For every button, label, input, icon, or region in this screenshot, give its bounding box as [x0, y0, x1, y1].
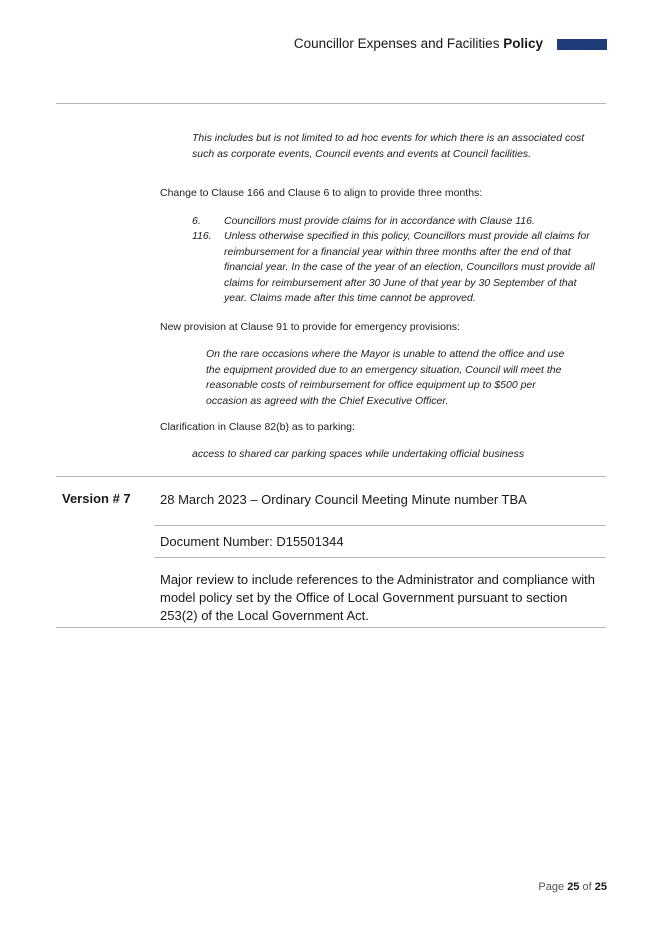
- version-divider: [154, 525, 606, 526]
- page-number: [538, 881, 607, 893]
- clarification-text: Clarification in Clause 82(b) as to parking:: [160, 421, 355, 433]
- meeting-text: 28 March 2023 – Ordinary Council Meeting Minute number TBA: [160, 492, 527, 507]
- version-divider: [154, 557, 606, 558]
- header-accent-bar: [557, 39, 607, 50]
- change-clause-text: Change to Clause 166 and Clause 6 to align to provide three months:: [160, 187, 483, 199]
- emergency-provision-text: On the rare occasions where the Mayor is unable to attend the office and use the equipment provided due to an emergency situation, Council will meet the reasonable costs of reimbursement for office equipment up to $500 per occasion as agreed with the Chief Executive Officer.: [206, 348, 565, 407]
- list-item: [192, 214, 602, 230]
- version-label: Version # 7: [62, 491, 131, 506]
- header-title-bold: Policy: [503, 36, 543, 51]
- page-total: 25: [594, 881, 607, 893]
- document-number: Document Number: D15501344: [160, 534, 344, 549]
- list-text: Unless otherwise specified in this policy, Councillors must provide all claims for reimbursement for a financial year within three months after the end of that financial year. In the case of the year of an election, Councillors must provide all claims for reimbursement after 30 June of that year by 30 September of that year. Claims made after this time cannot be approved.: [224, 230, 595, 304]
- page-current: 25: [567, 881, 580, 893]
- version-bottom-divider: [56, 627, 606, 628]
- header-divider: [56, 103, 606, 104]
- events-paragraph: This includes but is not limited to ad hoc events for which there is an associated cost such as corporate events, Council events and events at Council facilities.: [192, 132, 585, 160]
- version-description: Major review to include references to the Administrator and compliance with model policy set by the Office of Local Government pursuant to section 253(2) of the Local Government Act.: [160, 572, 595, 623]
- version-top-divider: [56, 476, 606, 477]
- list-item: [192, 229, 602, 309]
- list-text: Councillors must provide claims for in accordance with Clause 116.: [224, 215, 535, 227]
- page-label: Page: [538, 881, 565, 893]
- new-provision-text: New provision at Clause 91 to provide for emergency provisions:: [160, 321, 460, 333]
- list-number: 116.: [192, 230, 212, 242]
- document-header-title: [294, 36, 543, 51]
- of-label: of: [582, 881, 592, 893]
- list-number: 6.: [192, 215, 201, 227]
- header-title-text: Councillor Expenses and Facilities: [293, 36, 500, 51]
- parking-text: access to shared car parking spaces while undertaking official business: [192, 448, 525, 460]
